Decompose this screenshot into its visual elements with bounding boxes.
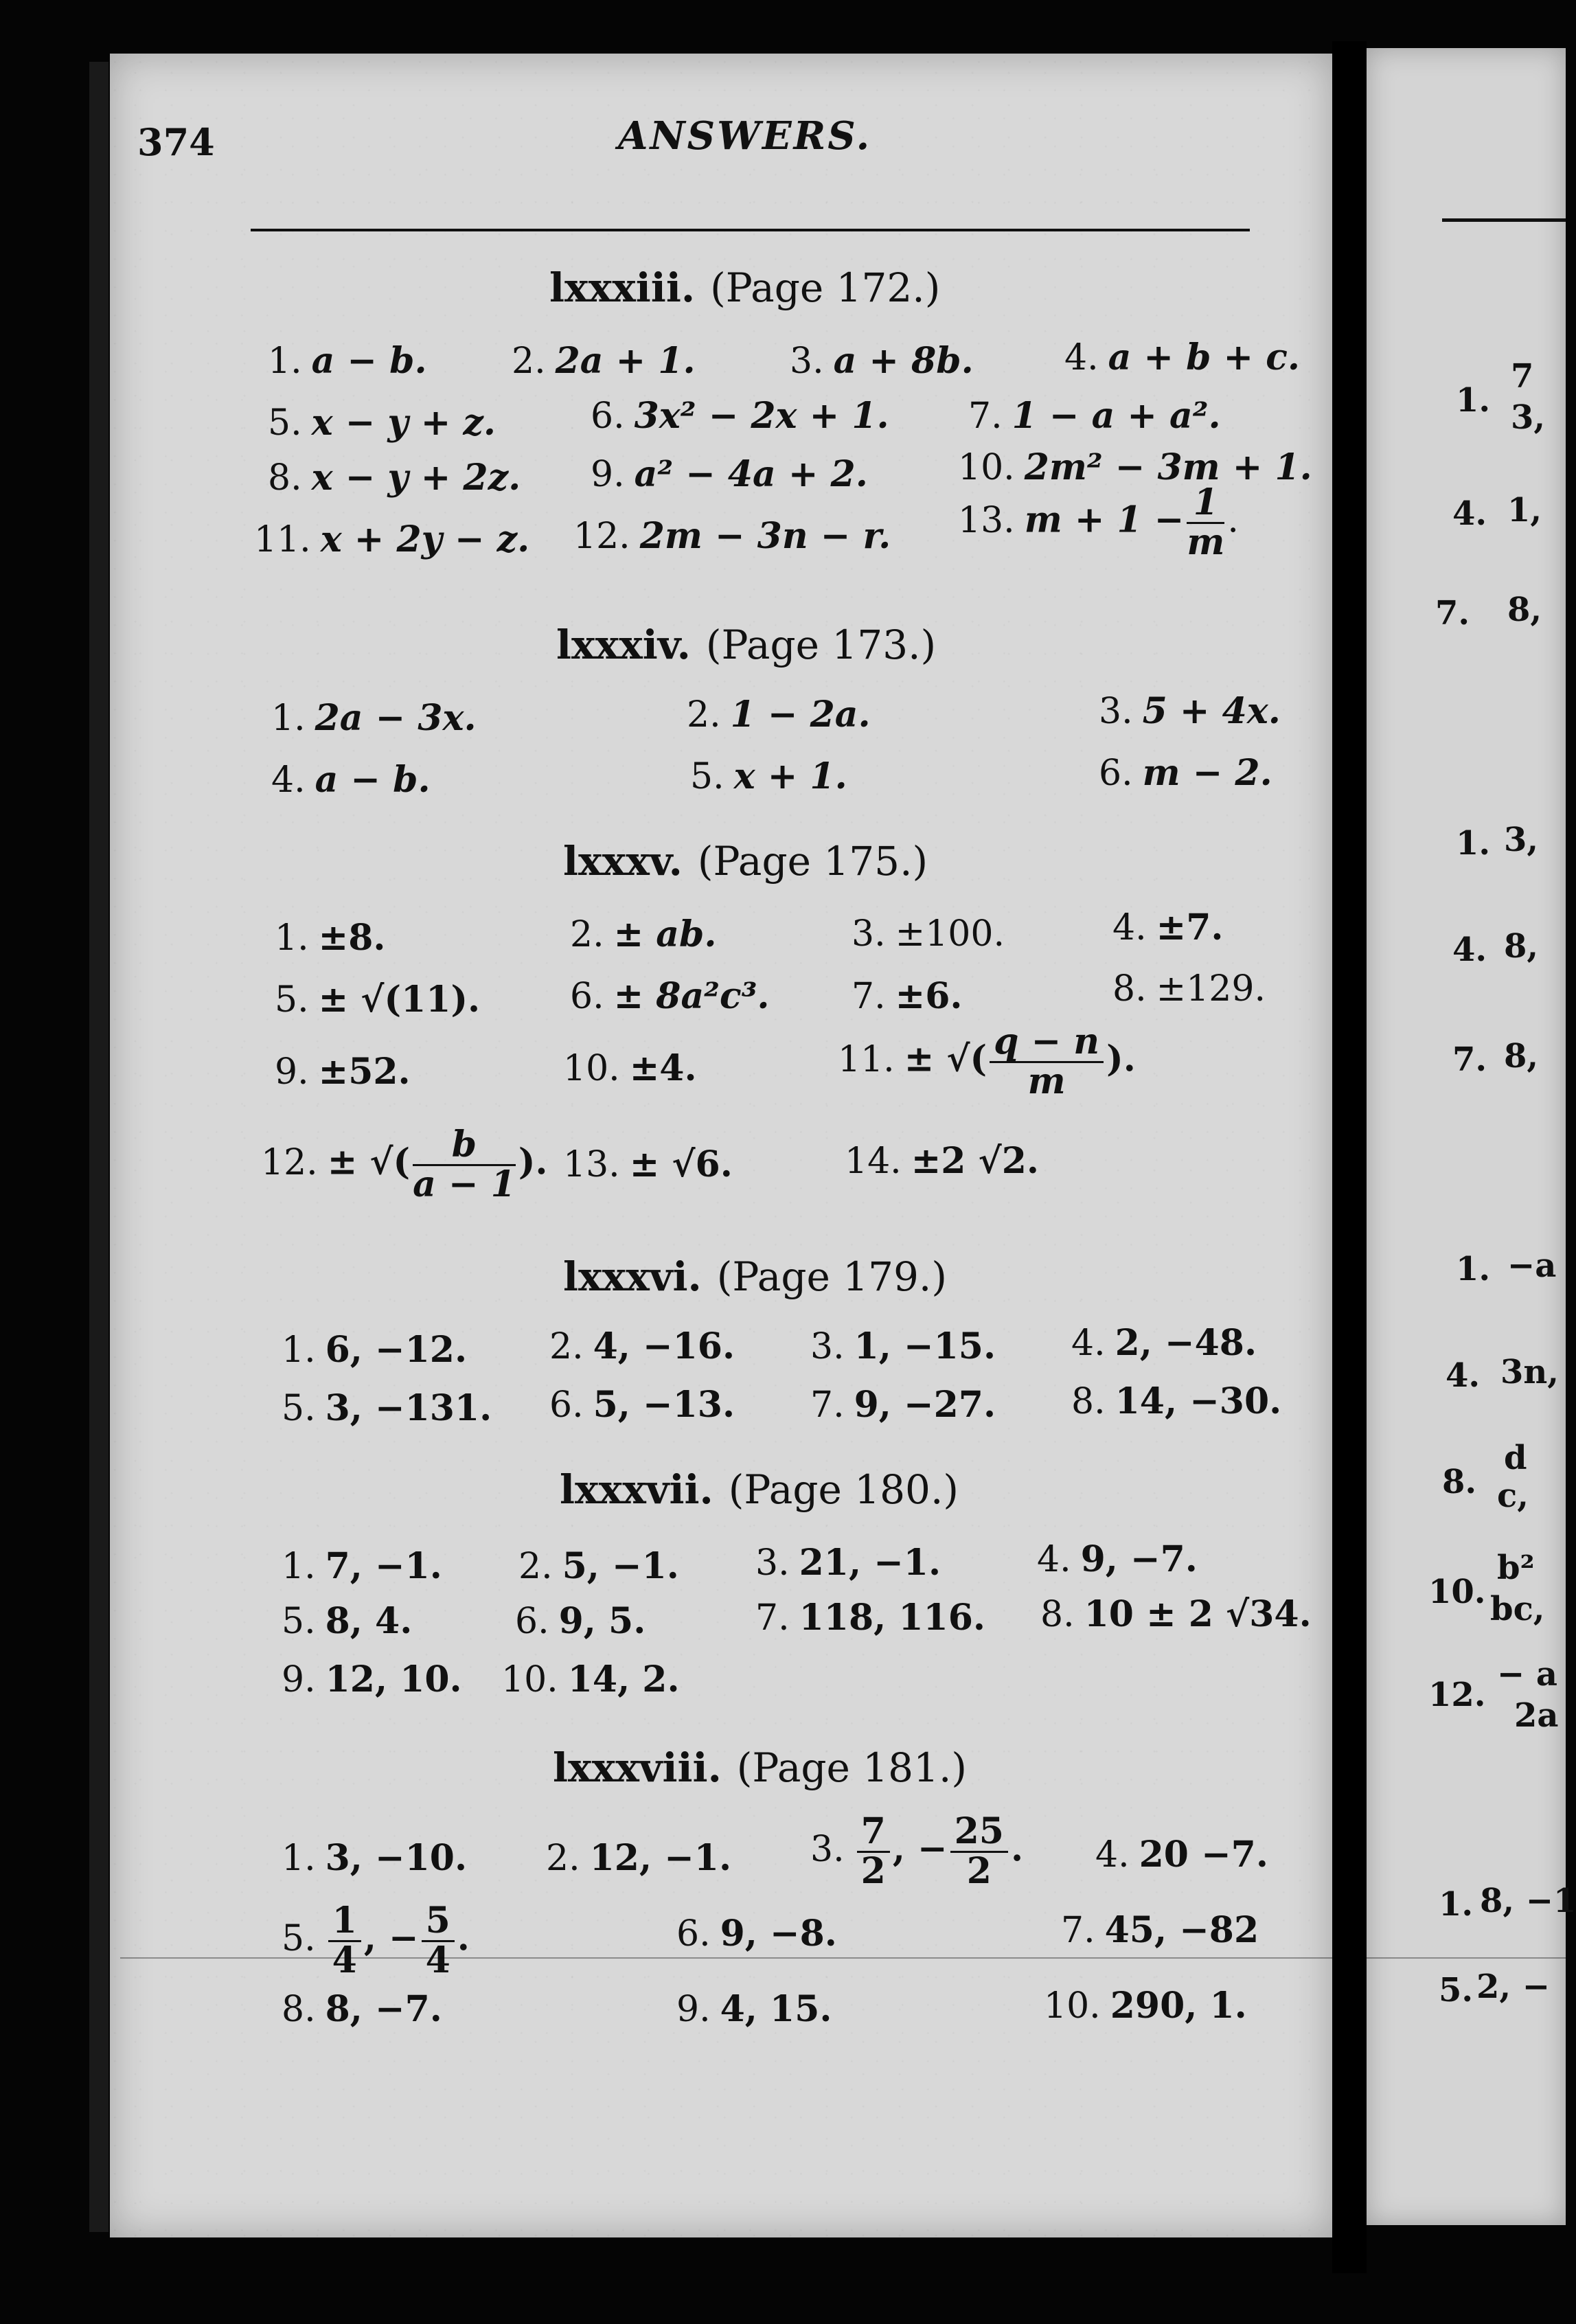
right-fragment: 2a: [1514, 1696, 1559, 1735]
answer-item: [282, 1387, 492, 1429]
item-number: 9.: [275, 1051, 309, 1093]
right-fragment: 4.: [1446, 1356, 1481, 1395]
item-answer: ± 8a²c³.: [613, 975, 770, 1017]
right-fragment: d: [1504, 1439, 1527, 1477]
item-number: 6.: [515, 1601, 549, 1642]
answer-item: [563, 1143, 733, 1185]
item-answer: 2a + 1.: [555, 340, 696, 382]
right-fragment: 12.: [1428, 1676, 1486, 1714]
item-number: 6.: [591, 396, 625, 437]
answer-item: [563, 1047, 697, 1089]
answer-item: 3. $\frac{7}{2}$ , − $\frac{25}{2}$ .: [810, 1810, 1024, 1892]
answer-item: [1099, 690, 1281, 732]
item-answer: 21, −1.: [799, 1542, 941, 1584]
item-answer: 14, 2.: [567, 1659, 680, 1700]
right-fragment: b²: [1497, 1549, 1535, 1587]
right-fragment: −a: [1507, 1246, 1557, 1285]
fraction: [950, 1810, 1008, 1892]
answer-item: [1071, 1322, 1257, 1364]
answer-item: [810, 1384, 996, 1426]
right-fragment: 3n,: [1500, 1353, 1560, 1391]
item-number: 5.: [690, 756, 724, 797]
item-number: 3.: [790, 341, 824, 382]
section-page-ref: (Page 179.): [716, 1253, 947, 1300]
answer-item: [810, 1325, 996, 1367]
item-answer: 20 −7.: [1139, 1834, 1268, 1876]
fraction-denominator: 2: [966, 1849, 992, 1892]
fraction: [422, 1902, 455, 1979]
item-answer: 7, −1.: [325, 1545, 442, 1587]
item-answer: ± √(11).: [318, 979, 481, 1021]
section-page-ref: (Page 173.): [705, 622, 937, 668]
right-fragment: 8, −1: [1480, 1882, 1576, 1920]
fraction-denominator: 4: [425, 1939, 450, 1981]
section-title: lxxxvi.: [563, 1253, 702, 1300]
item-number: 9.: [676, 1989, 711, 2030]
item-number: 3.: [1099, 691, 1133, 732]
item-number: 7.: [852, 976, 886, 1017]
item-number: 14.: [845, 1141, 902, 1182]
item-answer: x + 2y − z.: [320, 519, 530, 560]
answer-item: [268, 457, 521, 499]
item-answer: 4, 15.: [720, 1988, 832, 2030]
item-answer: a + 8b.: [833, 340, 974, 382]
item-answer: ± ab.: [613, 913, 717, 955]
answer-item: [570, 975, 770, 1017]
item-answer: ±129.: [1156, 968, 1266, 1010]
item-number: 4.: [1071, 1323, 1106, 1364]
answer-item: [1040, 1593, 1312, 1635]
section-heading: [553, 1744, 967, 1791]
item-number: 12.: [261, 1141, 318, 1183]
item-answer: ±52.: [318, 1051, 411, 1093]
item-answer: 1 − 2a.: [730, 694, 871, 736]
item-answer: 5 + 4x.: [1142, 690, 1281, 732]
answer-item: [690, 755, 847, 797]
answer-item: [1112, 968, 1266, 1010]
item-answer: 3x² − 2x + 1.: [634, 395, 889, 437]
item-number: 7.: [755, 1597, 790, 1639]
answer-item: [852, 913, 1005, 955]
item-answer: ±7.: [1156, 907, 1224, 948]
answer-item: [676, 1913, 837, 1955]
fraction-denominator: 2: [860, 1849, 886, 1892]
item-number: 9.: [282, 1659, 316, 1700]
item-number: 5.: [275, 979, 309, 1021]
item-number: 6.: [676, 1913, 711, 1955]
item-answer: 10 ± 2 √34.: [1084, 1593, 1312, 1635]
right-fragment: − a: [1497, 1655, 1558, 1694]
item-answer: 2m² − 3m + 1.: [1024, 446, 1312, 488]
fraction-denominator: 4: [332, 1939, 357, 1981]
item-number: 2.: [570, 914, 604, 955]
section-heading: [556, 622, 936, 668]
item-number: 8.: [1071, 1381, 1106, 1422]
item-number: 5.: [268, 402, 302, 444]
header-rule: [251, 229, 1250, 231]
answer-item: [515, 1600, 646, 1642]
fraction: [990, 1023, 1104, 1100]
item-tail: ).: [1106, 1038, 1136, 1080]
item-number: 10.: [958, 447, 1015, 488]
item-number: 2.: [512, 341, 546, 382]
item-answer: ± √(: [327, 1141, 411, 1183]
answer-item: [271, 697, 477, 739]
item-answer: 3, −10.: [325, 1837, 468, 1879]
item-answer: 3, −131.: [325, 1387, 492, 1429]
answer-item: [1037, 1538, 1198, 1580]
fraction-numerator: 25: [950, 1813, 1008, 1853]
right-fragment: 1.: [1456, 381, 1491, 420]
item-number: 8.: [1040, 1594, 1075, 1635]
item-answer: m + 1 −: [1024, 499, 1185, 541]
answer-item: [958, 446, 1312, 488]
right-fragment: bc,: [1490, 1590, 1545, 1628]
answer-item: [1044, 1985, 1247, 2027]
section-title: lxxxiv.: [556, 622, 691, 668]
item-number: 12.: [573, 516, 630, 557]
item-answer: ±4.: [629, 1047, 697, 1089]
answer-item: [549, 1384, 735, 1426]
item-answer: a − b.: [311, 340, 427, 382]
item-number: 13.: [958, 499, 1015, 541]
right-fragment: 7: [1511, 357, 1534, 396]
item-answer: x + 1.: [733, 755, 847, 797]
section-title: lxxxviii.: [553, 1744, 722, 1791]
answer-item: [275, 1051, 411, 1093]
item-answer: 2m − 3n − r.: [639, 515, 891, 557]
item-number: 8.: [268, 457, 302, 499]
item-answer: ±8.: [318, 917, 386, 959]
answer-item: [549, 1325, 735, 1367]
item-answer: 118, 116.: [799, 1597, 986, 1639]
fraction-numerator: 1: [328, 1902, 361, 1942]
fraction-numerator: 5: [422, 1902, 455, 1942]
section-heading: [563, 1253, 947, 1300]
fraction: [413, 1126, 516, 1203]
section-title: lxxxiii.: [549, 264, 696, 311]
running-head: ANSWERS.: [618, 113, 872, 159]
item-answer: 6, −12.: [325, 1329, 468, 1371]
item-answer: ±6.: [895, 975, 963, 1017]
book-gutter: [1332, 41, 1367, 2273]
right-fragment: 1.: [1439, 1885, 1474, 1924]
answer-item: [518, 1545, 679, 1587]
book-spine-edge: [89, 62, 109, 2232]
item-answer: 9, 5.: [558, 1600, 646, 1642]
answer-item: [268, 402, 496, 444]
item-tail: .: [1227, 499, 1239, 541]
answer-item: [275, 917, 385, 959]
item-number: 13.: [563, 1144, 620, 1185]
item-answer: 5, −13.: [593, 1384, 735, 1426]
item-number: 5.: [282, 1917, 316, 1959]
item-number: 2.: [546, 1838, 580, 1879]
answer-item: [282, 1659, 462, 1700]
section-heading: [560, 1466, 959, 1513]
item-number: 2.: [518, 1546, 553, 1587]
item-number: 6.: [549, 1385, 584, 1426]
item-number: 1.: [268, 341, 302, 382]
item-number: 11.: [838, 1038, 895, 1080]
item-tail: ).: [518, 1141, 548, 1183]
answer-item: [501, 1659, 680, 1700]
item-number: 1.: [282, 1330, 316, 1371]
item-number: 5.: [282, 1388, 316, 1429]
right-fragment: 8,: [1504, 927, 1539, 966]
item-number: 10.: [563, 1048, 620, 1089]
right-fragment: 1.: [1456, 1250, 1491, 1288]
item-answer: x − y + z.: [311, 402, 496, 444]
answer-item: [845, 1140, 1039, 1182]
item-number: 4.: [1064, 337, 1099, 378]
item-answer: 4, −16.: [593, 1325, 735, 1367]
right-fragment: 1,: [1507, 491, 1542, 529]
right-fragment: 7.: [1435, 594, 1470, 633]
item-answer: ± √6.: [629, 1143, 733, 1185]
answer-item: [570, 913, 716, 955]
item-number: 6.: [1099, 753, 1133, 794]
answer-item: [687, 694, 871, 736]
item-answer: 12, 10.: [325, 1659, 462, 1700]
item-answer: 45, −82: [1104, 1909, 1259, 1951]
answer-item: [1095, 1834, 1268, 1876]
fraction: [1187, 481, 1225, 563]
right-fragment: 8,: [1504, 1037, 1539, 1075]
fraction-numerator: 7: [857, 1813, 890, 1853]
item-answer: 2a − 3x.: [315, 697, 477, 739]
item-answer: a − b.: [315, 759, 431, 801]
answer-item: [591, 453, 868, 495]
answer-item: [591, 395, 889, 437]
item-number: 2.: [687, 694, 721, 736]
item-answer: a² − 4a + 2.: [634, 453, 868, 495]
item-answer: ± √(: [904, 1038, 987, 1080]
item-number: 3.: [852, 913, 886, 955]
item-answer: ±2 √2.: [911, 1140, 1040, 1182]
section-page-ref: (Page 175.): [697, 838, 928, 885]
item-number: 10.: [1044, 1985, 1101, 2027]
item-number: 8.: [1112, 968, 1147, 1010]
item-number: 4.: [1037, 1539, 1071, 1580]
item-number: 1.: [282, 1838, 316, 1879]
answer-item: [1064, 337, 1300, 378]
item-number: 4.: [1095, 1834, 1130, 1876]
item-number: 4.: [271, 760, 306, 801]
item-number: 2.: [549, 1326, 584, 1367]
right-fragment: 4.: [1452, 494, 1487, 533]
item-number: 1.: [275, 918, 309, 959]
item-number: 3.: [810, 1326, 845, 1367]
right-header-rule: [1442, 218, 1566, 222]
answer-item: [254, 519, 529, 560]
section-page-ref: (Page 172.): [710, 264, 941, 311]
fraction-denominator: m: [1187, 521, 1225, 563]
item-number: 9.: [591, 454, 625, 495]
answer-item: [755, 1597, 985, 1639]
item-number: 6.: [570, 976, 604, 1017]
right-fragment: 2, −: [1476, 1968, 1551, 2006]
item-answer: 1, −15.: [854, 1325, 996, 1367]
answer-item: [282, 1837, 467, 1879]
right-fragment: 3,: [1504, 821, 1539, 859]
answer-item: [1071, 1380, 1281, 1422]
right-fragment: 7.: [1452, 1040, 1487, 1079]
scan-line: [120, 1957, 1566, 1959]
right-fragment: 10.: [1428, 1573, 1486, 1611]
fraction-denominator: m: [1027, 1060, 1066, 1102]
answer-item: [1099, 752, 1272, 794]
right-fragment: c,: [1497, 1477, 1529, 1515]
item-answer: 12, −1.: [589, 1837, 732, 1879]
fraction-numerator: q − n: [990, 1023, 1104, 1063]
section-heading: [549, 264, 940, 311]
section-page-ref: (Page 180.): [728, 1466, 959, 1513]
answer-item: [958, 481, 1239, 563]
item-answer: 290, 1.: [1110, 1985, 1247, 2027]
answer-item: [755, 1542, 941, 1584]
answer-item: [512, 340, 696, 382]
answer-item: 5. $\frac{1}{4}$ , − $\frac{5}{4}$ .: [282, 1900, 470, 1981]
answer-item: [275, 979, 480, 1021]
item-number: 7.: [1061, 1910, 1095, 1951]
item-number: 7.: [968, 396, 1003, 437]
item-number: 8.: [282, 1989, 316, 2030]
section-page-ref: (Page 181.): [736, 1744, 968, 1791]
answer-item: [676, 1988, 832, 2030]
right-fragment: 1.: [1456, 824, 1491, 863]
item-answer: a + b + c.: [1108, 337, 1300, 378]
item-number: 11.: [254, 519, 311, 560]
item-answer: x − y + 2z.: [311, 457, 521, 499]
item-number: 1.: [271, 698, 306, 739]
answer-item: [852, 975, 962, 1017]
answer-item: [968, 395, 1221, 437]
answer-item: [1112, 907, 1223, 948]
item-answer: 2, −48.: [1115, 1322, 1257, 1364]
answer-item: [573, 515, 891, 557]
fraction-numerator: b: [413, 1126, 516, 1166]
right-fragment: 8.: [1442, 1463, 1477, 1501]
fraction-denominator: a − 1: [413, 1163, 516, 1205]
answer-item: [271, 759, 431, 801]
answer-item: [1061, 1909, 1259, 1951]
answer-item: [282, 1988, 442, 2030]
item-answer: 9, −8.: [720, 1913, 837, 1955]
section-title: lxxxvii.: [560, 1466, 713, 1513]
right-fragment: 3,: [1511, 398, 1546, 437]
item-number: 7.: [810, 1385, 845, 1426]
item-number: 3.: [810, 1828, 845, 1870]
right-fragment: 8,: [1507, 591, 1542, 629]
fraction-numerator: 1: [1187, 484, 1224, 524]
item-number: 4.: [1112, 907, 1147, 948]
item-answer: 8, −7.: [325, 1988, 442, 2030]
item-answer: m − 2.: [1142, 752, 1272, 794]
answer-item: [282, 1545, 442, 1587]
fraction: [328, 1902, 361, 1979]
answer-item: [838, 1023, 1136, 1100]
item-answer: 9, −7.: [1080, 1538, 1198, 1580]
section-title: lxxxv.: [563, 838, 683, 885]
item-number: 10.: [501, 1659, 558, 1700]
answer-item: [546, 1837, 731, 1879]
answer-item: [282, 1600, 412, 1642]
section-heading: [563, 838, 928, 885]
item-answer: 9, −27.: [854, 1384, 996, 1426]
item-answer: 1 − a + a².: [1012, 395, 1221, 437]
answer-item: [790, 340, 974, 382]
answer-item: [261, 1126, 548, 1203]
right-fragment: 4.: [1452, 931, 1487, 969]
answer-item: [282, 1329, 467, 1371]
answer-item: [268, 340, 427, 382]
page-number: 374: [137, 120, 215, 164]
fraction: [857, 1810, 890, 1892]
item-answer: 5, −1.: [562, 1545, 679, 1587]
right-fragment: 5.: [1439, 1971, 1474, 2009]
item-answer: 14, −30.: [1115, 1380, 1282, 1422]
item-answer: 8, 4.: [325, 1600, 413, 1642]
item-answer: ±100.: [895, 913, 1005, 955]
item-number: 3.: [755, 1542, 790, 1584]
item-number: 1.: [282, 1546, 316, 1587]
item-number: 5.: [282, 1601, 316, 1642]
